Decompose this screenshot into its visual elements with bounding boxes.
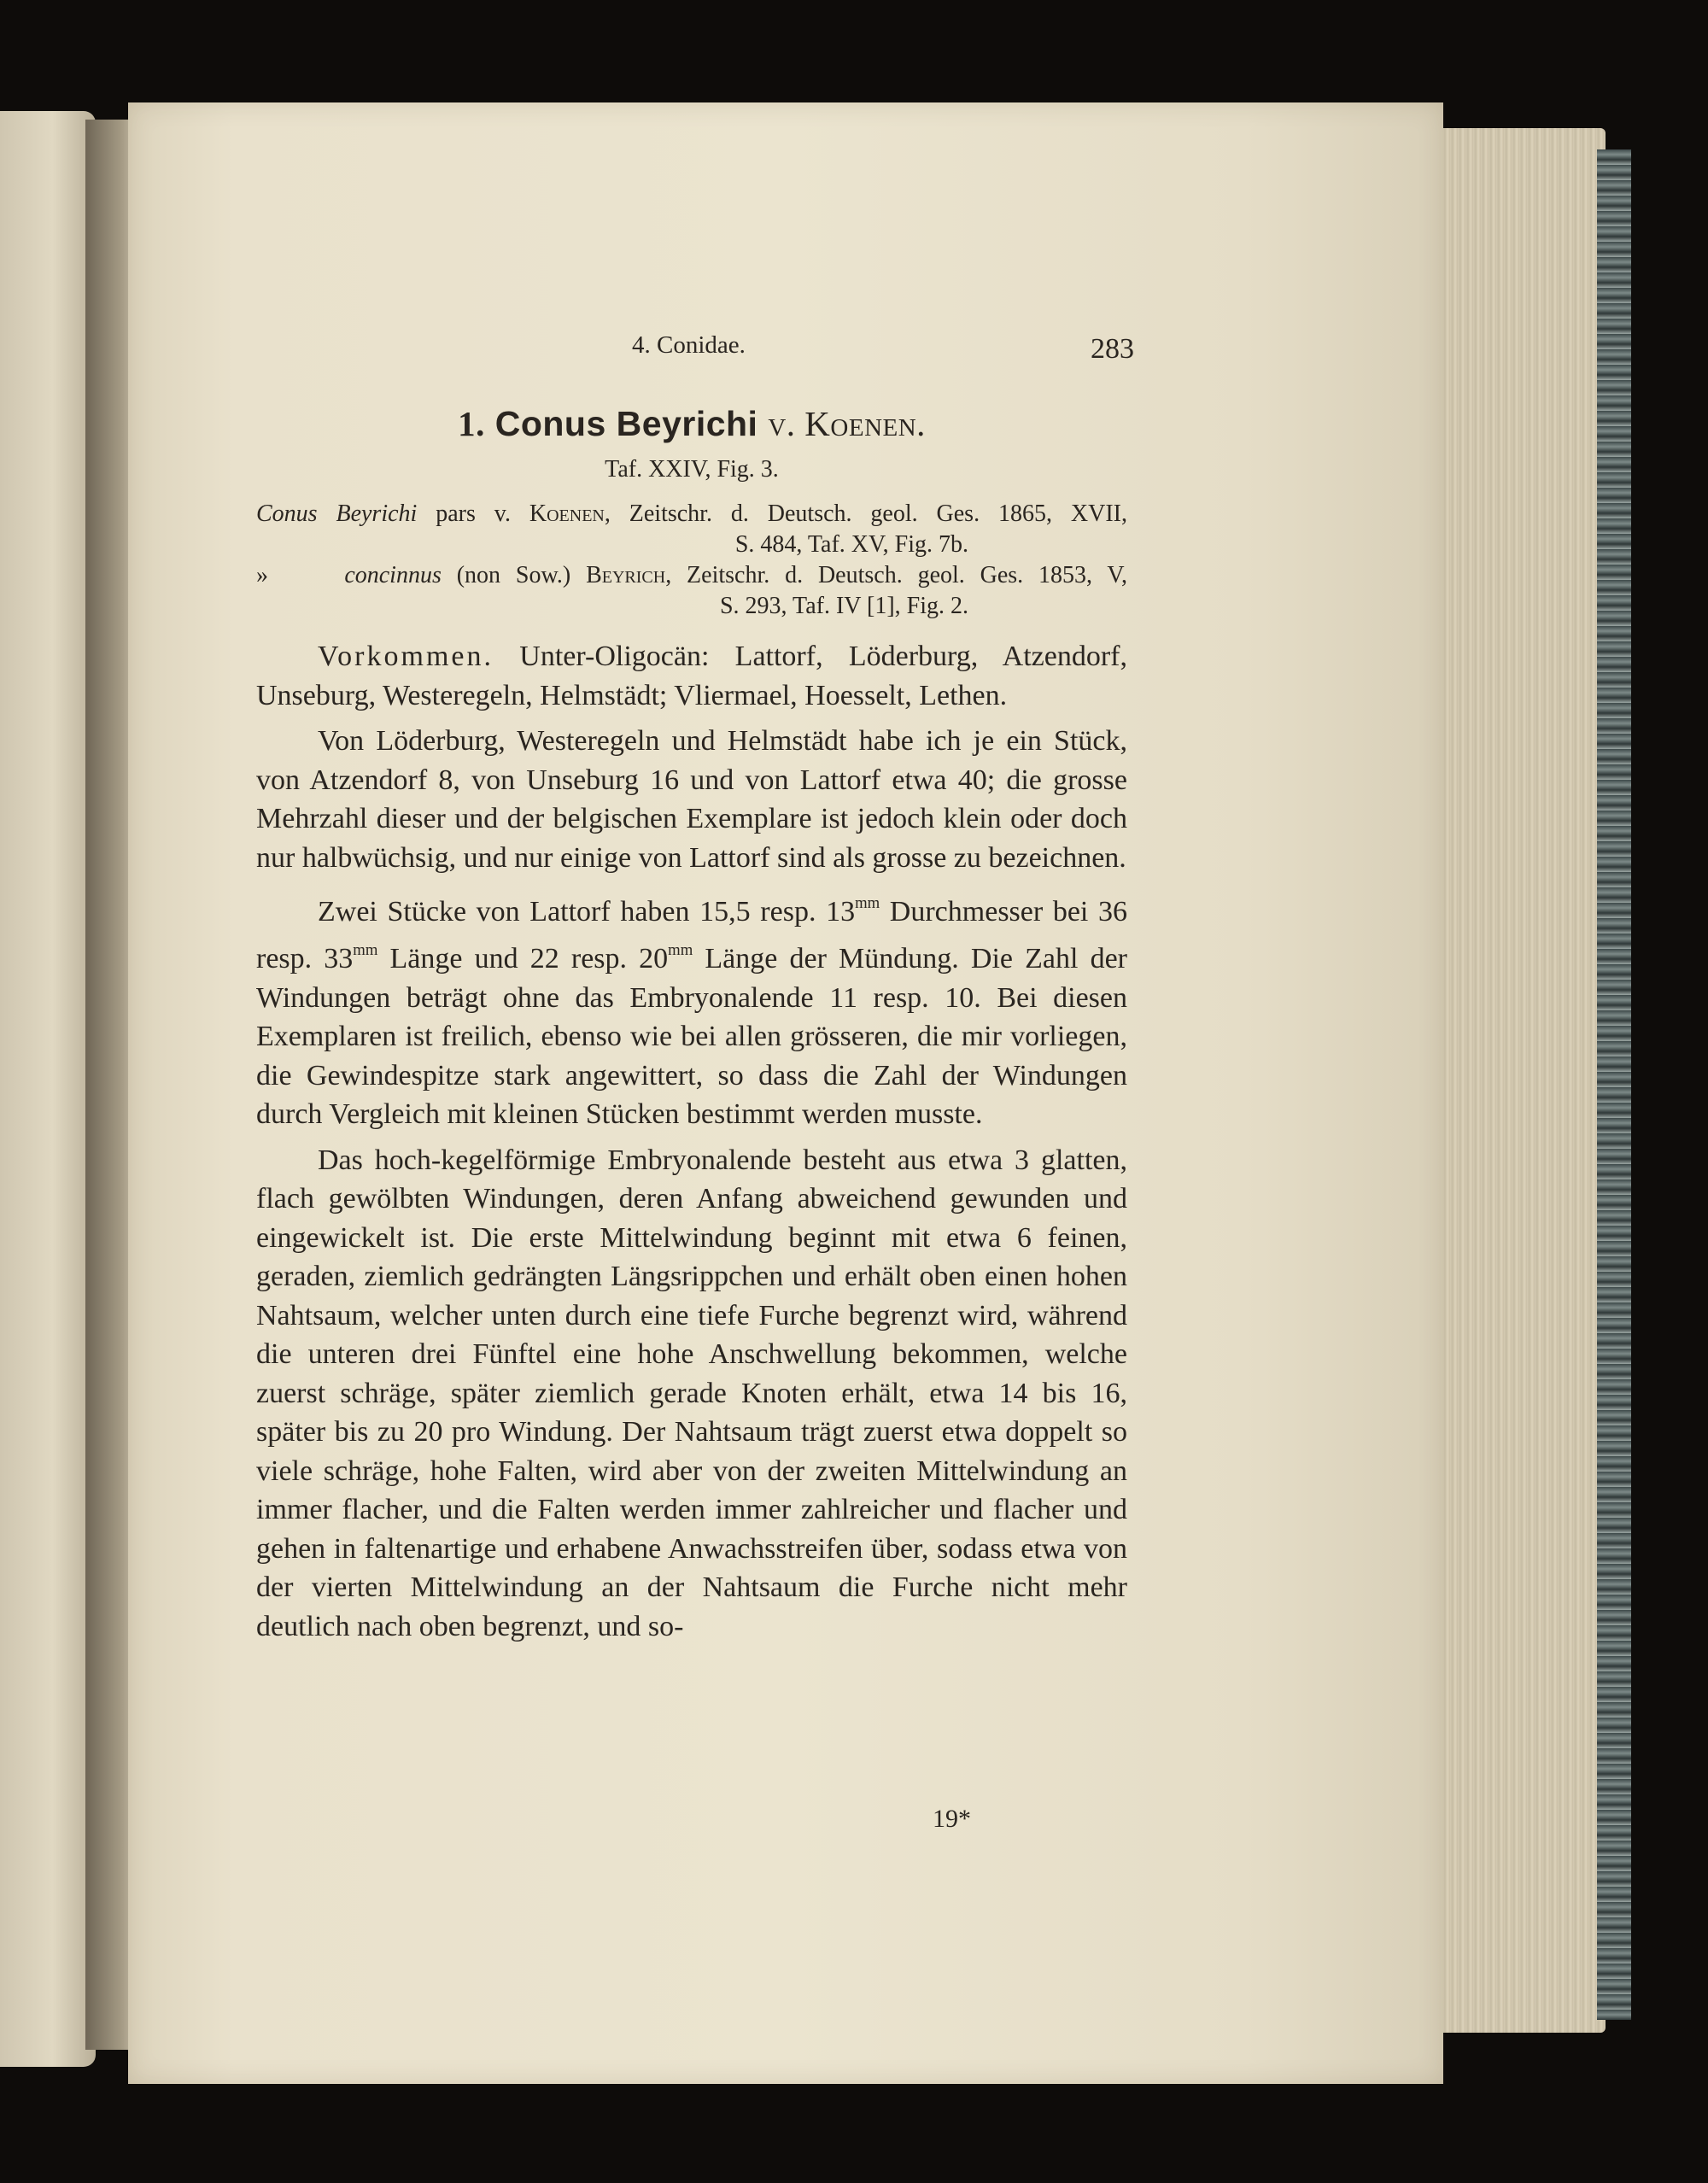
synonym-line-cont: S. 484, Taf. XV, Fig. 7b. (734, 531, 968, 558)
synonym-ref: , Zeitschr. d. Deutsch. geol. Ges. 1865, XVII, (604, 500, 1127, 527)
species-name: Conus Beyrichi (494, 404, 758, 443)
book-cover-edge (1597, 149, 1631, 2020)
signature-mark: 19* (933, 1805, 971, 1833)
unit-sup: mm (353, 941, 378, 960)
page-number: 283 (1091, 333, 1134, 365)
synonym-line (256, 560, 1127, 591)
synonym-text: (non Sow.) (441, 562, 587, 588)
synonymy (256, 499, 1127, 622)
occurrence-label: Vorkommen. (318, 641, 494, 672)
plate-reference: Taf. XXIV, Fig. 3. (605, 456, 779, 483)
paragraph-occurrence (256, 637, 1127, 715)
synonym-name: concinnus (344, 562, 442, 588)
occurrence-text: Unter-Oligocän: Lattorf, Löderburg, Atzendorf, Unseburg, Westeregeln, Helmstädt; Vliermael, Hoesselt, Lethen. (256, 641, 1127, 711)
paragraph: Das hoch-kegelförmige Embryonalende besteht aus etwa 3 glatten, flach gewölbten Windungen, deren Anfang abweichend gewunden und eingewickelt ist. Die erste Mittelwindung beginnt mit etwa 6 feinen, geraden, ziemlich gedrängten Längsrippchen und erhält oben einen hohen Nahtsaum, welcher unten durch eine tiefe Furche begrenzt wird, während die unteren drei Fünftel eine hohe Anschwellung bekommen, welche zuerst schräge, später ziemlich gerade Knoten erhält, etwa 14 bis 16, später bis zu 20 pro Windung. Der Nahtsaum trägt zuerst etwa doppelt so viele schräge, hohe Falten, wird aber von der zweiten Mittelwindung an immer flacher, und die Falten werden immer zahlreicher und flacher und gehen in faltenartige und erhabene Anwachsstreifen über, sodass etwa von der vierten Mittelwindung an der Nahtsaum die Furche nicht mehr deutlich nach oben begrenzt, und so- (256, 1144, 1127, 1642)
text-run: Durchmesser bei 36 resp. 33 (256, 895, 1128, 975)
ditto-mark: » (256, 562, 268, 588)
synonym-text: pars v. (417, 500, 529, 527)
left-page-edge (0, 111, 96, 2067)
text-run: Zwei Stücke von Lattorf haben 15,5 resp. 13 (318, 895, 856, 928)
paragraph-measurements (256, 884, 1127, 1134)
species-heading (256, 403, 1127, 444)
synonym-author: Beyrich (586, 562, 666, 588)
synonym-line (256, 499, 1127, 530)
unit-sup: mm (668, 941, 693, 960)
synonym-author: Koenen (529, 500, 605, 527)
synonym-name: Conus Beyrichi (256, 500, 418, 527)
synonym-ref: , Zeitschr. d. Deutsch. geol. Ges. 1853, V, (665, 562, 1128, 588)
page-text (256, 323, 1134, 1653)
species-number: 1. (458, 404, 485, 443)
synonym-line-cont: S. 293, Taf. IV [1], Fig. 2. (719, 593, 968, 619)
running-head (256, 323, 1134, 366)
species-author: v. Koenen. (768, 404, 926, 443)
body-text (256, 637, 1127, 1646)
running-head-title: 4. Conidae. (632, 331, 746, 359)
paragraph: Von Löderburg, Westeregeln und Helmstädt habe ich je ein Stück, von Atzendorf 8, von Unseburg 16 und von Lattorf etwa 40; die grosse Mehrzahl dieser und der belgischen Exemplare ist jedoch klein oder doch nur halbwüchsig, und nur einige von Lattorf sind als grosse zu bezeichnen. (256, 725, 1127, 874)
text-run: Länge und 22 resp. 20 (377, 943, 669, 975)
unit-sup: mm (855, 894, 880, 912)
page-block-edges (1435, 128, 1606, 2033)
text-run: Länge der Mündung. Die Zahl der Windungen beträgt ohne das Embryonalende 11 resp. 10. Bei diesen Exemplaren ist freilich, ebenso wie bei allen grösseren, die mir vorliegen, die Gewindespitze stark angewittert, so dass die Zahl der Windungen durch Vergleich mit kleinen Stücken bestimmt werden musste. (256, 943, 1127, 1131)
